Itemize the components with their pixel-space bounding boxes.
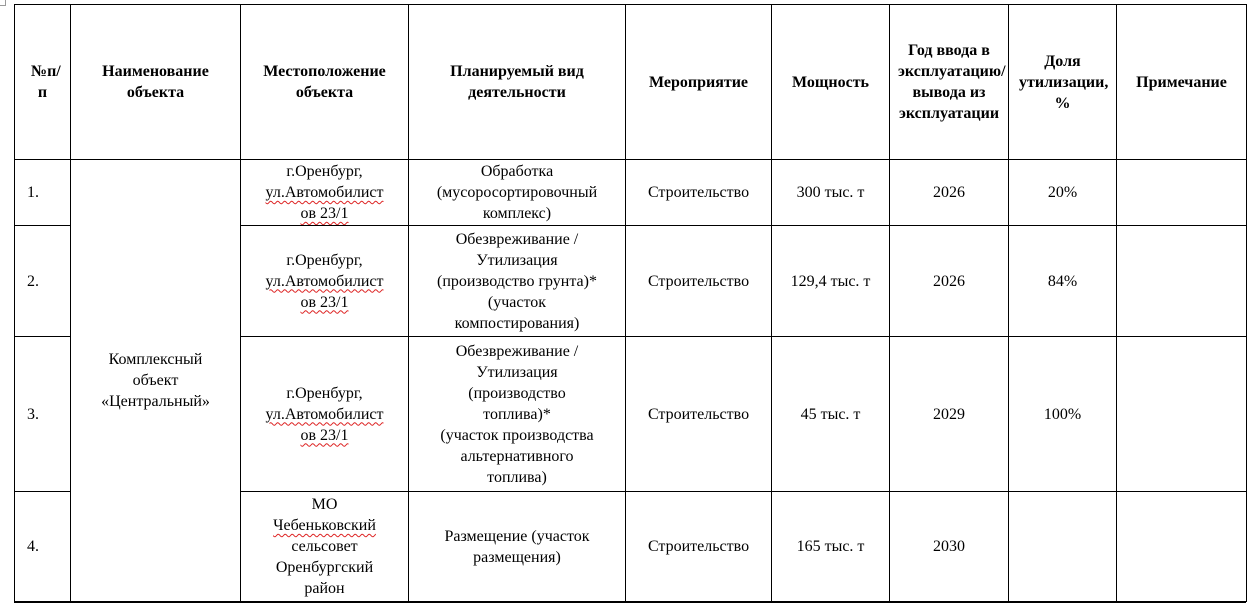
activity-cell xyxy=(409,337,626,492)
location-line: ов 23/1 xyxy=(300,293,349,311)
year-cell: 2026 xyxy=(890,226,1009,337)
waste-facilities-table xyxy=(14,4,1247,602)
activity-line: (мусоросортировочный xyxy=(436,184,598,201)
header-share: Доля утилизации, % xyxy=(1009,5,1117,160)
activity-line: комплекс) xyxy=(482,205,552,222)
year-cell: 2030 xyxy=(890,492,1009,602)
activity-line: топлива) xyxy=(487,468,547,486)
note-cell xyxy=(1117,160,1247,226)
activity-line: Утилизация xyxy=(476,251,558,269)
corner-marker xyxy=(0,0,6,6)
header-activity: Планируемый вид деятельности xyxy=(409,5,626,160)
header-row xyxy=(15,5,1247,160)
activity-line: (производство грунта)* xyxy=(437,272,597,290)
activity-cell xyxy=(409,226,626,337)
location-line: Чебеньковский xyxy=(273,517,376,534)
location-cell xyxy=(241,160,409,226)
activity-line: топлива)* xyxy=(483,405,551,423)
location-line: ул.Автомобилист xyxy=(265,184,384,201)
capacity-cell: 165 тыс. т xyxy=(772,492,890,602)
location-line: Оренбургский xyxy=(275,559,374,576)
location-cell xyxy=(241,337,409,492)
activity-line: компостирования) xyxy=(454,314,580,332)
activity-line: (участок производства xyxy=(440,426,594,444)
activity-line: (участок xyxy=(487,293,547,311)
share-cell xyxy=(1009,492,1117,602)
activity-line: Обработка xyxy=(480,163,554,180)
note-cell xyxy=(1117,337,1247,492)
location-line: район xyxy=(304,580,345,597)
header-year: Год ввода в эксплуатацию/ вывода из эксплуатации xyxy=(890,5,1009,160)
activity-line: Утилизация xyxy=(476,363,558,381)
location-cell xyxy=(241,226,409,337)
capacity-cell: 300 тыс. т xyxy=(772,160,890,226)
header-num: №п/п xyxy=(15,5,71,160)
capacity-cell: 129,4 тыс. т xyxy=(772,226,890,337)
header-capacity: Мощность xyxy=(772,5,890,160)
location-line: ов 23/1 xyxy=(300,426,349,444)
location-line: ул.Автомобилист xyxy=(265,272,384,290)
object-name: Комплексный объект «Центральный» xyxy=(71,160,241,602)
share-cell: 100% xyxy=(1009,337,1117,492)
row-number: 3. xyxy=(15,337,71,492)
location-line: г.Оренбург, xyxy=(286,384,363,402)
location-line: МО xyxy=(311,496,338,513)
capacity-cell: 45 тыс. т xyxy=(772,337,890,492)
share-cell: 84% xyxy=(1009,226,1117,337)
activity-line: Обезвреживание / xyxy=(455,230,579,248)
row-number: 2. xyxy=(15,226,71,337)
location-cell xyxy=(241,492,409,602)
activity-line: альтернативного xyxy=(460,447,574,465)
header-name: Наименование объекта xyxy=(71,5,241,160)
activity-line: размещения) xyxy=(473,548,561,566)
location-line: сельсовет xyxy=(291,538,358,555)
location-line: г.Оренбург, xyxy=(286,251,363,269)
note-cell xyxy=(1117,226,1247,337)
table-bottom-border xyxy=(14,602,1246,603)
event-cell: Строительство xyxy=(626,492,772,602)
activity-line: (производство xyxy=(468,384,566,402)
location-line: г.Оренбург, xyxy=(286,163,363,180)
event-cell: Строительство xyxy=(626,337,772,492)
year-cell: 2026 xyxy=(890,160,1009,226)
activity-line: Обезвреживание / xyxy=(455,342,579,360)
location-line: ул.Автомобилист xyxy=(265,405,384,423)
table-row xyxy=(15,160,1247,226)
event-cell: Строительство xyxy=(626,160,772,226)
event-cell: Строительство xyxy=(626,226,772,337)
row-number: 4. xyxy=(15,492,71,602)
activity-cell xyxy=(409,160,626,226)
share-cell: 20% xyxy=(1009,160,1117,226)
activity-line: Размещение (участок xyxy=(444,527,590,545)
location-line: ов 23/1 xyxy=(300,205,349,222)
header-note: Примечание xyxy=(1117,5,1247,160)
activity-cell xyxy=(409,492,626,602)
note-cell xyxy=(1117,492,1247,602)
header-location: Местоположение объекта xyxy=(241,5,409,160)
year-cell: 2029 xyxy=(890,337,1009,492)
header-event: Мероприятие xyxy=(626,5,772,160)
row-number: 1. xyxy=(15,160,71,226)
